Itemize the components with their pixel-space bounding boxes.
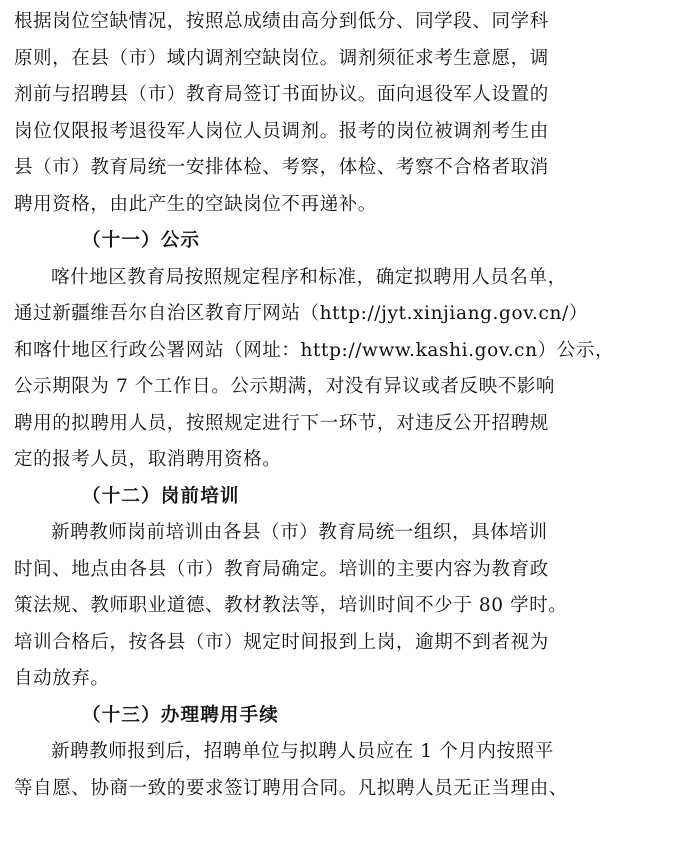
- text-line: 新聘教师报到后，招聘单位与拟聘人员应在 1 个月内按照平: [51, 741, 554, 762]
- text-line: 原则，在县（市）域内调剂空缺岗位。调剂须征求考生意愿，调: [14, 47, 549, 69]
- text-line: 策法规、教师职业道德、教材教法等，培训时间不少于 80 学时。: [14, 595, 568, 616]
- section-heading-publicity: （十一）公示: [82, 230, 201, 251]
- paragraph-training: [14, 515, 646, 698]
- text-line: 聘用的拟聘用人员，按照规定进行下一环节，对违反公开招聘规: [14, 412, 549, 434]
- section-heading-training: （十二）岗前培训: [82, 485, 240, 507]
- text-line: 新聘教师岗前培训由各县（市）教育局统一组织，具体培训: [51, 522, 548, 543]
- text-line-with-link: 和喀什地区行政公署网站（网址：http://www.kashi.gov.cn）公示，: [14, 339, 615, 361]
- paragraph-continuation: [14, 4, 646, 223]
- paragraph-employment-procedures: [14, 734, 646, 807]
- text-line: 自动放弃。: [14, 668, 110, 689]
- section-heading-employment-procedures: （十三）办理聘用手续: [82, 704, 280, 726]
- text-line: 剂前与招聘县（市）教育局签订书面协议。面向退役军人设置的: [14, 84, 549, 105]
- text-line: 时间、地点由各县（市）教育局确定。培训的主要内容为教育政: [14, 558, 549, 580]
- text-line: 岗位仅限报考退役军人岗位人员调剂。报考的岗位被调剂考生由: [14, 120, 549, 142]
- text-line: 培训合格后，按各县（市）规定时间报到上岗，逾期不到者视为: [14, 631, 549, 653]
- text-line: 喀什地区教育局按照规定程序和标准，确定拟聘用人员名单，: [51, 266, 567, 288]
- text-line: 等自愿、协商一致的要求签订聘用合同。凡拟聘人员无正当理由、: [14, 777, 568, 799]
- text-line: 聘用资格，由此产生的空缺岗位不再递补。: [14, 193, 377, 215]
- paragraph-publicity: [14, 260, 646, 479]
- text-line: 根据岗位空缺情况，按照总成绩由高分到低分、同学段、同学科: [14, 11, 549, 32]
- text-line: 县（市）教育局统一安排体检、考察，体检、考察不合格者取消: [14, 157, 549, 178]
- text-line-with-link: 通过新疆维吾尔自治区教育厅网站（http://jyt.xinjiang.gov.cn/）: [14, 303, 588, 324]
- text-line: 公示期限为 7 个工作日。公示期满，对没有异议或者反映不影响: [14, 376, 556, 397]
- text-line: 定的报考人员，取消聘用资格。: [14, 449, 282, 470]
